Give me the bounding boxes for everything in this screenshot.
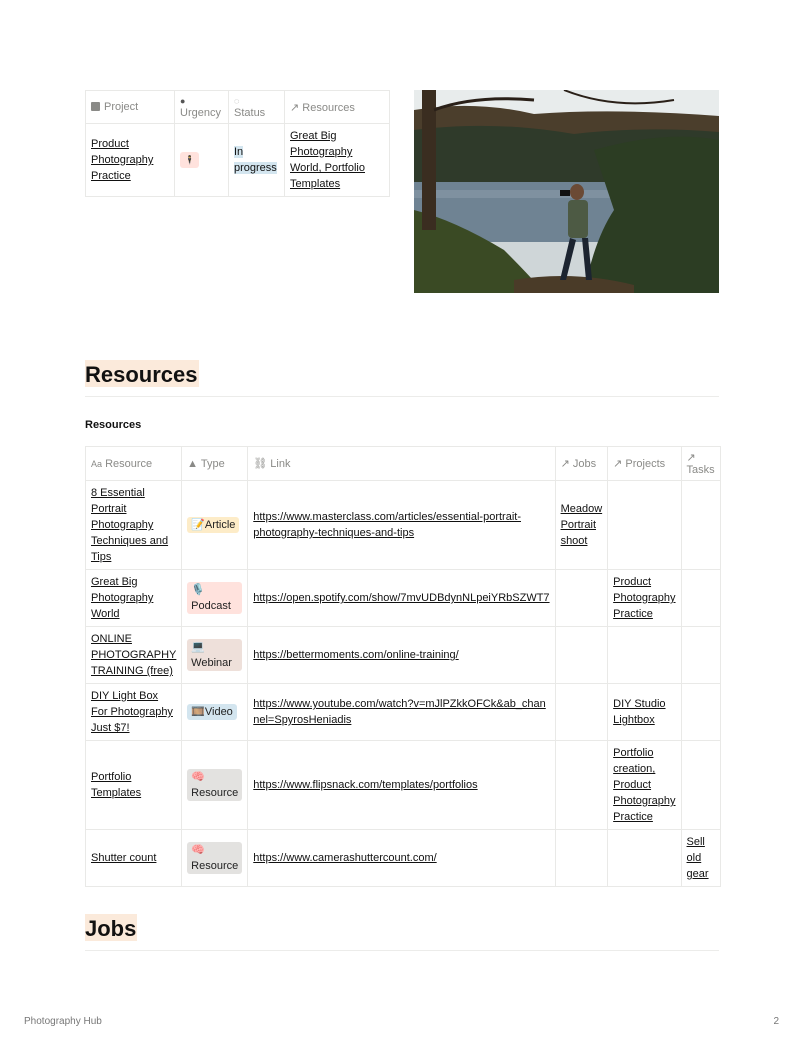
type-tag: 💻Webinar	[187, 639, 242, 671]
resources-database-title: Resources	[85, 419, 142, 431]
header-resources[interactable]: ↗ Resources	[285, 91, 390, 124]
url-link[interactable]: https://www.camerashuttercount.com/	[253, 852, 437, 864]
table-row	[86, 684, 721, 741]
divider	[85, 396, 719, 397]
jobs-heading: Jobs	[85, 916, 137, 941]
footer-title: Photography Hub	[24, 1016, 102, 1027]
relation-arrow-icon: ↗	[686, 452, 696, 464]
header-project[interactable]: Project	[86, 91, 175, 124]
resources-link[interactable]: Great Big Photography World, Portfolio Templates	[290, 130, 365, 190]
photographer-photo	[414, 90, 719, 293]
header-jobs[interactable]: ↗ Jobs	[555, 447, 608, 481]
table-row	[86, 481, 721, 570]
resources-heading: Resources	[85, 362, 198, 387]
table-row	[86, 627, 721, 684]
urgency-icon: ●	[180, 96, 186, 106]
resource-link[interactable]: DIY Light Box For Photography Just $7!	[91, 690, 173, 734]
resources-table	[85, 446, 721, 887]
type-tag: 🧠Resource	[187, 842, 242, 874]
resource-link[interactable]: Shutter count	[91, 852, 157, 864]
project-link[interactable]: Portfolio creation, Product Photography Practice	[613, 747, 676, 823]
text-type-icon: Aa	[91, 458, 103, 469]
project-table	[85, 90, 390, 197]
type-tag: 🧠Resource	[187, 769, 242, 801]
url-link[interactable]: https://bettermoments.com/online-training/	[253, 649, 459, 661]
header-status[interactable]: ◌ Status	[229, 91, 285, 124]
resource-link[interactable]: ONLINE PHOTOGRAPHY TRAINING (free)	[91, 633, 177, 677]
table-row	[86, 741, 721, 830]
url-link[interactable]: https://www.masterclass.com/articles/essential-portrait-photography-techniques-and-tips	[253, 511, 521, 539]
relation-arrow-icon: ↗	[613, 458, 623, 470]
header-tasks[interactable]: ↗ Tasks	[681, 447, 720, 481]
status-tag: In progress	[234, 146, 277, 174]
project-link[interactable]: DIY Studio Lightbox	[613, 698, 666, 726]
relation-arrow-icon: ↗	[290, 101, 300, 114]
type-tag: 📝Article	[187, 517, 239, 533]
url-link[interactable]: https://www.flipsnack.com/templates/portfolios	[253, 779, 478, 791]
url-link[interactable]: https://open.spotify.com/show/7mvUDBdynNLpeiYRbSZWT7	[253, 592, 550, 604]
resource-link[interactable]: Portfolio Templates	[91, 771, 142, 799]
shapes-icon: ▲	[187, 457, 199, 470]
resource-link[interactable]: Great Big Photography World	[91, 576, 154, 620]
link-icon: ⛓	[253, 458, 268, 470]
header-type[interactable]: ▲ Type	[182, 447, 248, 481]
header-urgency[interactable]: ● Urgency	[175, 91, 229, 124]
task-link[interactable]: Sell old gear	[686, 836, 709, 880]
header-resource[interactable]: Aa Resource	[86, 447, 182, 481]
resource-link[interactable]: 8 Essential Portrait Photography Techniques and Tips	[91, 487, 169, 563]
status-spinner-icon: ◌	[234, 96, 240, 106]
type-tag: 🎙️Podcast	[187, 582, 242, 614]
header-projects[interactable]: ↗ Projects	[608, 447, 681, 481]
project-link[interactable]: Product Photography Practice	[91, 138, 154, 182]
project-link[interactable]: Product Photography Practice	[613, 576, 676, 620]
urgency-tag: 🕴	[180, 152, 199, 168]
table-row	[86, 830, 721, 887]
page-number: 2	[773, 1016, 779, 1027]
table-row	[86, 570, 721, 627]
job-link[interactable]: Meadow Portrait shoot	[560, 503, 603, 547]
url-link[interactable]: https://www.youtube.com/watch?v=mJlPZkkOFCk&ab_channel=SpyrosHeniadis	[253, 698, 546, 726]
type-tag: 🎞️Video	[187, 704, 237, 720]
relation-arrow-icon: ↗	[560, 458, 570, 470]
folder-icon	[91, 102, 100, 111]
divider	[85, 950, 719, 951]
header-link[interactable]: ⛓ Link	[248, 447, 555, 481]
